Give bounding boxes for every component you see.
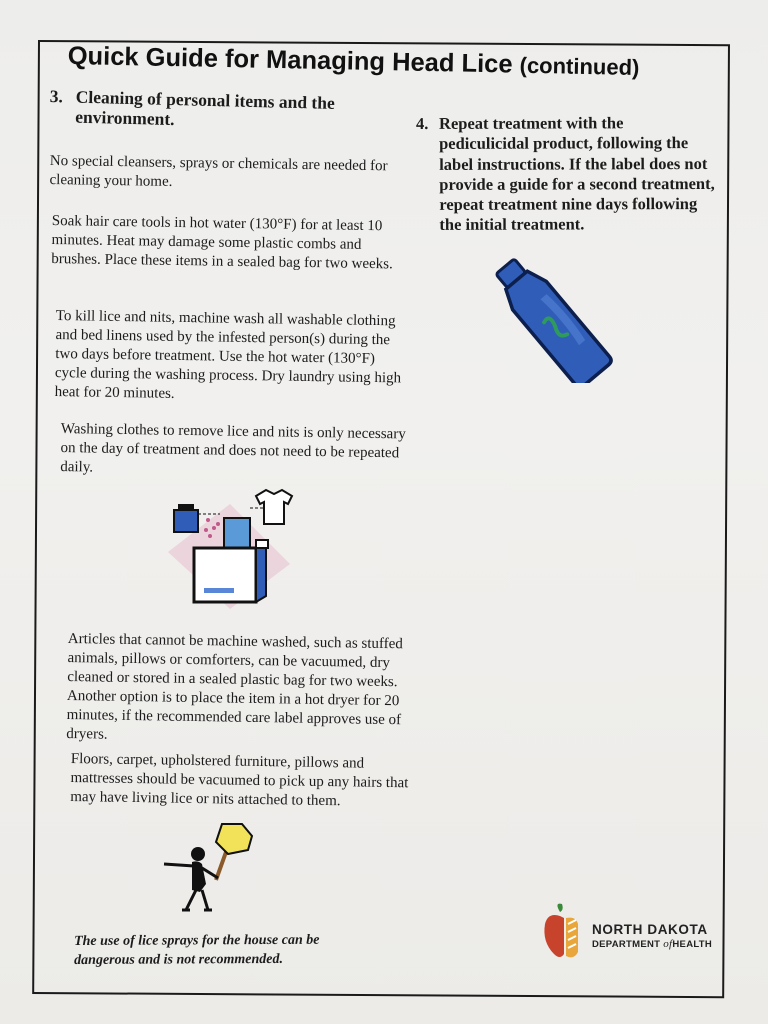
apple-wheat-logo-icon [540,902,584,964]
paragraph-no-special-cleansers: No special cleansers, sprays or chemicals are needed for cleaning your home. [49,152,388,190]
title-suffix: (continued) [519,52,640,80]
shampoo-bottle-icon [480,258,620,383]
paragraph-vacuum-floors: Floors, carpet, upholstered furniture, pillows and mattresses should be vacuumed to pick up any hairs that may have living lice or nits attached to them. [70,750,409,810]
figure-holding-sign-icon [156,818,256,918]
section-4 [416,113,716,236]
north-dakota-health-logo [540,902,730,964]
paragraph-hair-care-tools: Soak hair care tools in hot water (130°F) for at least 10 minutes. Heat may damage some plastic combs and brushes. Place these items in a sealed bag for two weeks. [51,212,393,273]
warning-note: The use of lice sprays for the house can be dangerous and is not recommended. [74,932,320,968]
laundry-washing-machine-icon [160,484,300,609]
logo-text [592,922,712,950]
section-3-number: 3. [49,86,64,107]
paragraph-non-washable-articles: Articles that cannot be machine washed, such as stuffed animals, pillows or comforters, can be vacuumed, dry cleaned or stored in a sealed plastic bag for two weeks. Another option is to place the item in a hot dryer for 20 minutes, if the recommended care label approves use of dryers. [66,630,403,743]
section-3-heading [49,86,380,134]
section-3-heading-text: Cleaning of personal items and the environment. [75,86,336,130]
paragraph-washing-daily: Washing clothes to remove lice and nits is only necessary on the day of treatment and does not need to be repeated daily. [60,420,406,476]
logo-of: of [663,938,673,950]
section-4-number: 4. [416,113,429,133]
section-4-text: Repeat treatment with the pediculicidal product, following the label instructions. If the label does not provide a guide for a second treatment, repeat treatment nine days following the initial treatment. [438,113,715,235]
paragraph-machine-wash: To kill lice and nits, machine wash all washable clothing and bed linens used by the infested person(s) during the two days before treatment. Use the hot water (130°F) cycle during the washing process. Dry laundry using high heat for 20 minutes. [54,307,402,402]
logo-department: DEPARTMENT [592,939,661,950]
logo-line-1: NORTH DAKOTA [592,922,708,937]
title-main: Quick Guide for Managing Head Lice [67,42,513,79]
logo-health: HEALTH [672,939,713,950]
logo-line-2 [592,938,712,950]
